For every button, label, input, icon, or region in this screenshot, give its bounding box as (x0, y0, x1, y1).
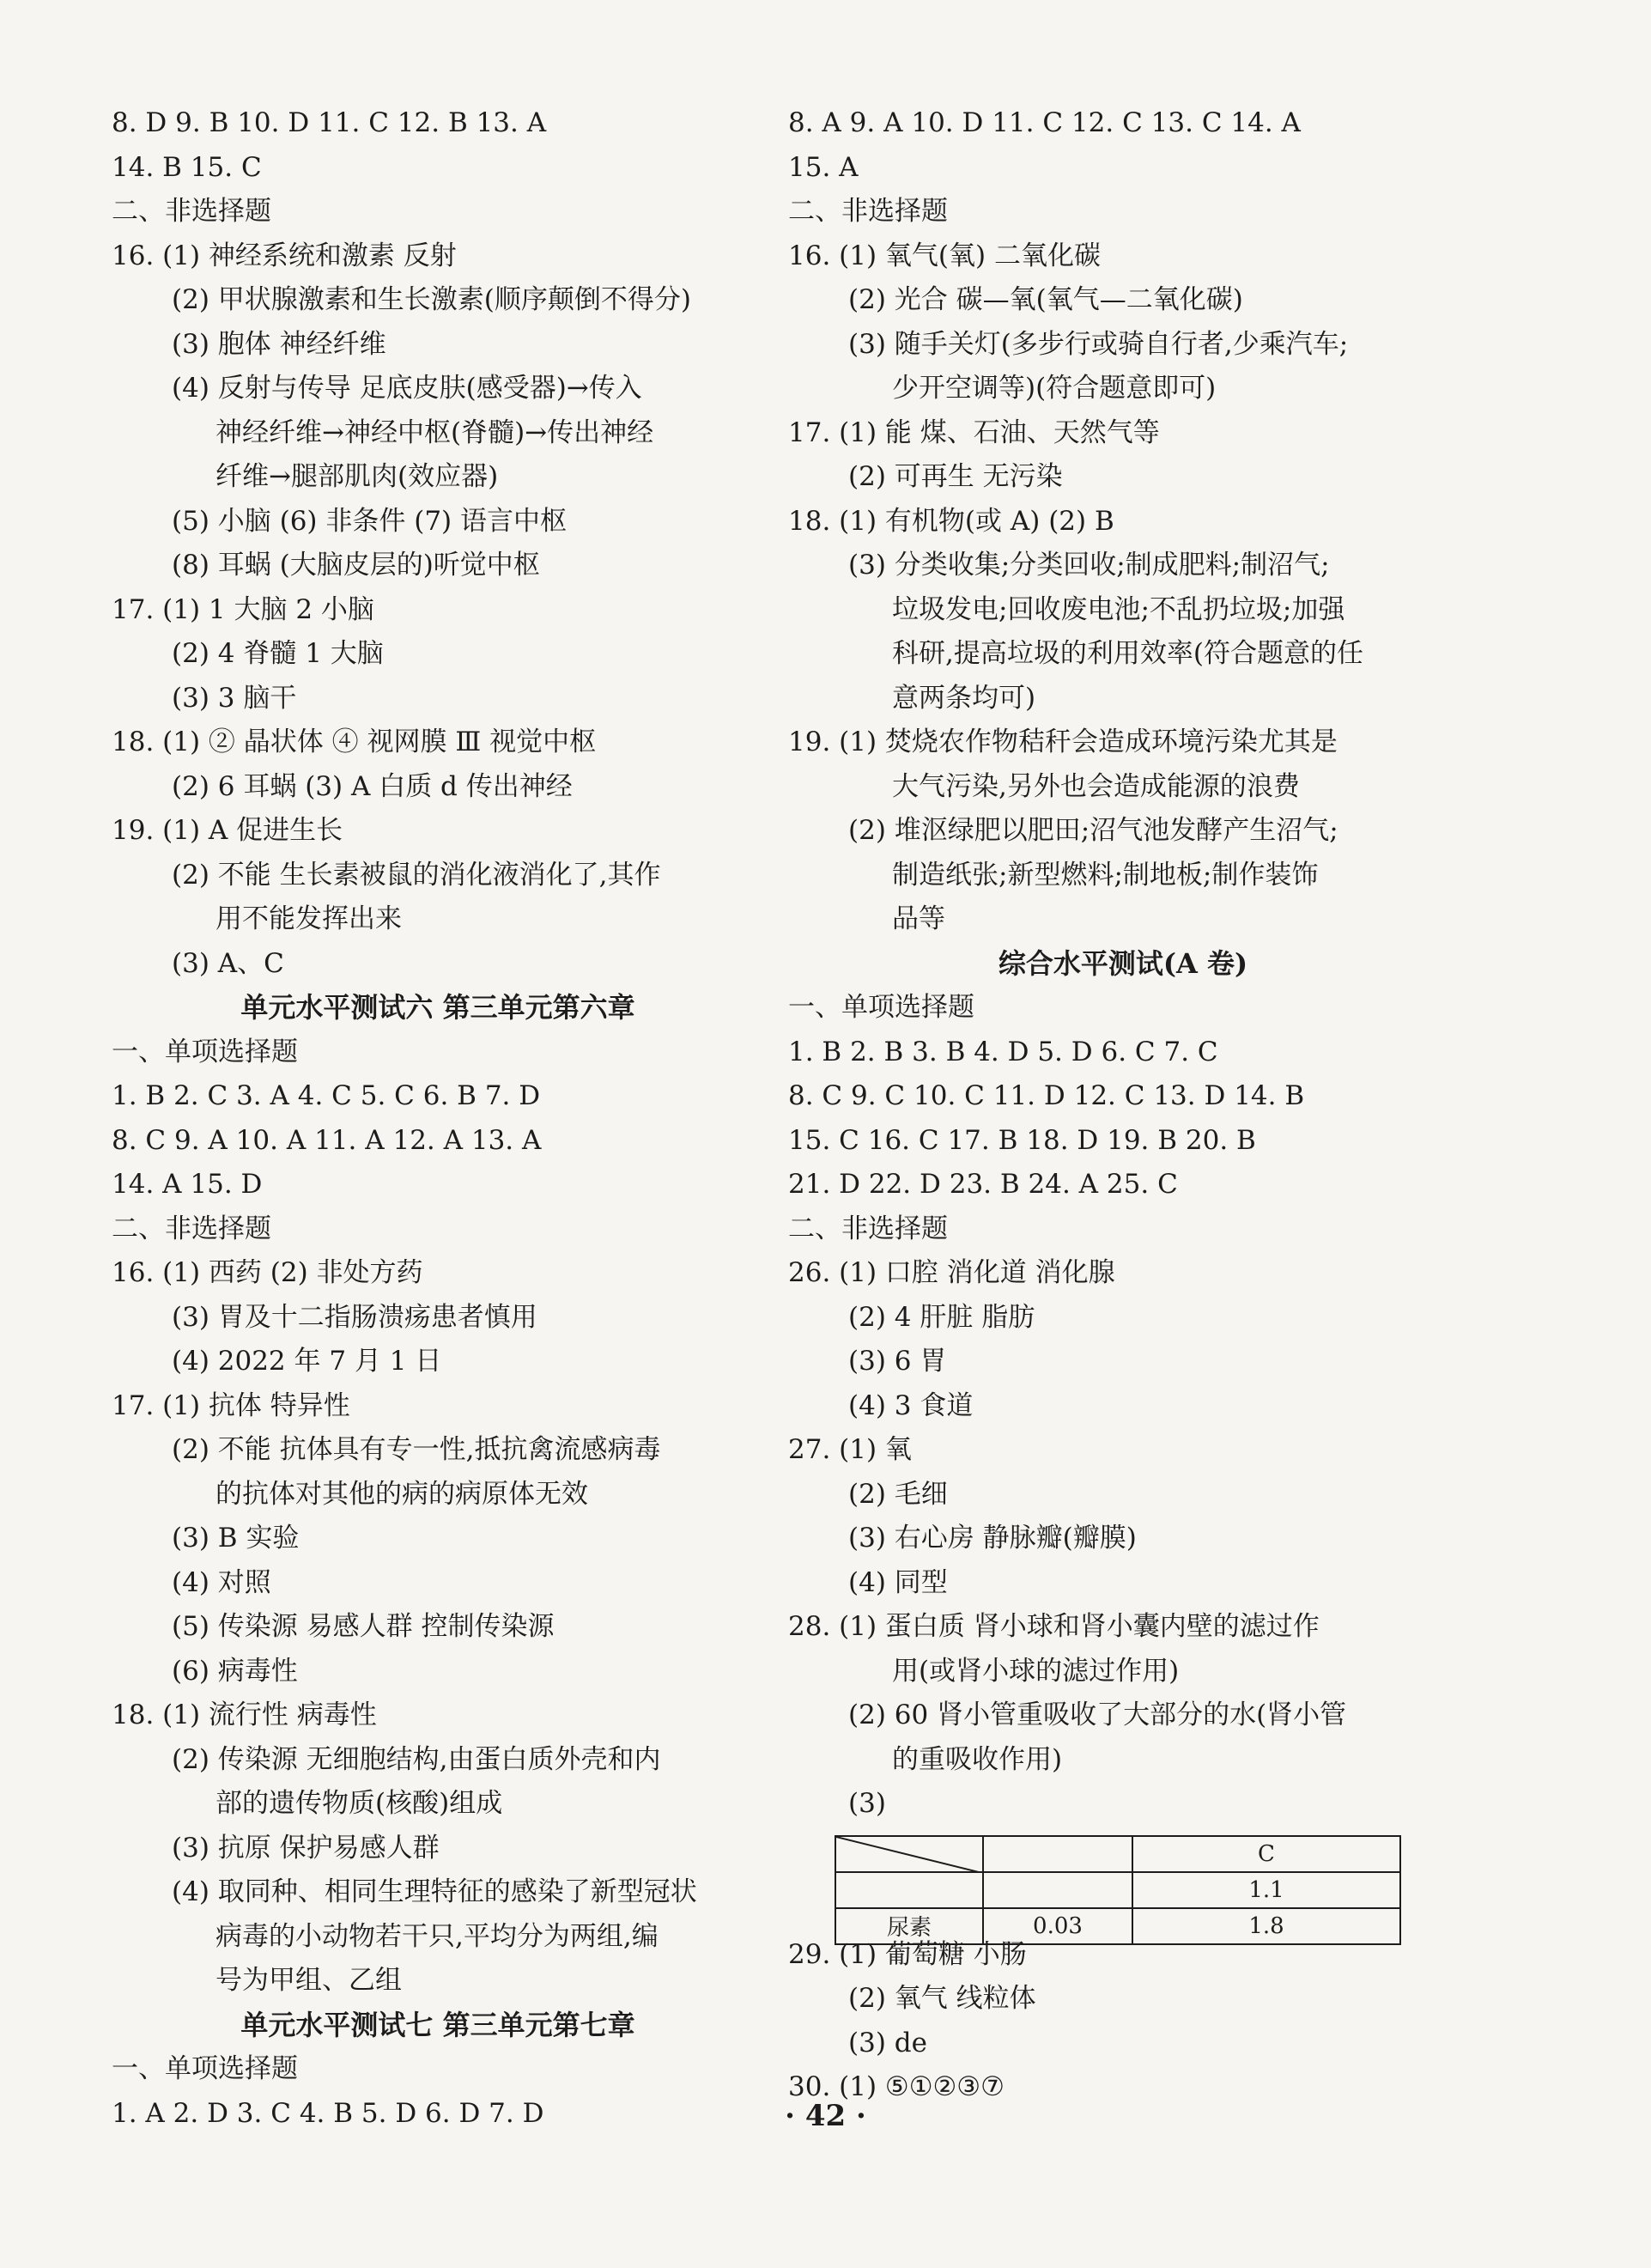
answer-line: (2) 甲状腺激素和生长激素(顺序颠倒不得分) (172, 284, 691, 315)
answer-line: 15. C 16. C 17. B 18. D 19. B 20. B (788, 1124, 1256, 1156)
answer-line: 17. (1) 能 煤、石油、天然气等 (788, 417, 1160, 448)
answer-line: (3) 胞体 神经纤维 (172, 328, 386, 360)
table-cell: 尿素 (835, 1908, 983, 1944)
page-number: · 42 · (785, 2099, 866, 2133)
answer-line: 16. (1) 氧气(氧) 二氧化碳 (788, 240, 1101, 271)
answer-line: 号为甲组、乙组 (215, 1965, 402, 1996)
answer-line: 21. D 22. D 23. B 24. A 25. C (788, 1169, 1178, 1200)
answer-line: (2) 毛细 (848, 1478, 948, 1510)
answer-line: 14. B 15. C (112, 151, 262, 183)
answer-line: (6) 病毒性 (172, 1655, 298, 1687)
answer-line: (4) 2022 年 7 月 1 日 (172, 1346, 442, 1377)
answer-line: 19. (1) 焚烧农作物秸秆会造成环境污染尤其是 (788, 727, 1338, 757)
answer-line: 神经纤维→神经中枢(脊髓)→传出神经 (215, 417, 654, 448)
section-heading: 单元水平测试七 第三单元第七章 (240, 2008, 635, 2041)
answer-line: 27. (1) 氧 (788, 1434, 912, 1465)
answer-line: 用(或肾小球的滤过作用) (892, 1655, 1180, 1687)
left-column (112, 101, 764, 2136)
answer-line: 病毒的小动物若干只,平均分为两组,编 (215, 1920, 659, 1952)
answer-line: (2) 4 肝脏 脂肪 (848, 1301, 1035, 1333)
answer-line: 的重吸收作用) (892, 1743, 1063, 1775)
answer-line: 15. A (788, 151, 859, 183)
answer-line: 大气污染,另外也会造成能源的浪费 (892, 770, 1300, 802)
table-row (835, 1872, 1400, 1908)
answer-line: (2) 6 耳蜗 (3) A 白质 d 传出神经 (172, 770, 573, 802)
answer-line: (2) 60 肾小管重吸收了大部分的水(肾小管 (848, 1699, 1347, 1730)
answer-line: 19. (1) A 促进生长 (112, 815, 343, 846)
answer-line: 制造纸张;新型燃料;制地板;制作装饰 (892, 859, 1319, 891)
answer-line: 8. C 9. A 10. A 11. A 12. A 13. A (112, 1124, 542, 1156)
answer-line: (2) 不能 生长素被鼠的消化液消化了,其作 (172, 859, 661, 891)
answer-line: (2) 氧气 线粒体 (848, 1983, 1036, 2014)
answer-line: 8. C 9. C 10. C 11. D 12. C 13. D 14. B (788, 1080, 1305, 1111)
answer-line: 部的遗传物质(核酸)组成 (215, 1788, 503, 1819)
answer-line: (3) 6 胃 (848, 1346, 947, 1377)
answer-line: (8) 耳蜗 (大脑皮层的)听觉中枢 (172, 550, 540, 581)
answer-line: (3) A、C (172, 947, 284, 979)
answer-line: (2) 光合 碳—氧(氧气—二氧化碳) (848, 284, 1243, 315)
table-row (835, 1836, 1400, 1872)
answer-table (835, 1835, 1401, 1945)
answer-line: 一、单项选择题 (112, 1036, 298, 1067)
answer-line: 1. B 2. C 3. A 4. C 5. C 6. B 7. D (112, 1080, 541, 1111)
answer-line: 垃圾发电;回收废电池;不乱扔垃圾;加强 (892, 593, 1345, 625)
answer-line: 28. (1) 蛋白质 肾小球和肾小囊内壁的滤过作 (788, 1611, 1320, 1642)
answer-line: 科研,提高垃圾的利用效率(符合题意的任 (892, 638, 1363, 669)
answer-line: (2) 不能 抗体具有专一性,抵抗禽流感病毒 (172, 1434, 661, 1465)
answer-line: 意两条均可) (892, 682, 1036, 714)
answer-line: (2) 4 脊髓 1 大脑 (172, 638, 384, 669)
answer-line: 一、单项选择题 (788, 992, 974, 1023)
answer-line: (2) 传染源 无细胞结构,由蛋白质外壳和内 (172, 1743, 661, 1775)
answer-line: (4) 反射与传导 足底皮肤(感受器)→传入 (172, 373, 642, 404)
answer-line: (3) 胃及十二指肠溃疡患者慎用 (172, 1301, 537, 1333)
answer-line: (5) 小脑 (6) 非条件 (7) 语言中枢 (172, 505, 568, 537)
answer-line: (4) 取同种、相同生理特征的感染了新型冠状 (172, 1876, 697, 1907)
answer-line: (4) 3 食道 (848, 1389, 974, 1421)
table-cell (835, 1872, 983, 1908)
table-cell (983, 1872, 1132, 1908)
answer-line: (3) (848, 1788, 886, 1819)
table-cell: C (1132, 1836, 1400, 1872)
answer-line: 18. (1) ② 晶状体 ④ 视网膜 Ⅲ 视觉中枢 (112, 727, 597, 757)
answer-line: 一、单项选择题 (112, 2053, 298, 2084)
answer-line: 17. (1) 抗体 特异性 (112, 1389, 350, 1421)
section-heading: 综合水平测试(A 卷) (998, 946, 1248, 980)
table-cell (835, 1836, 983, 1872)
answer-line: 18. (1) 流行性 病毒性 (112, 1699, 377, 1730)
answer-line: (2) 堆沤绿肥以肥田;沼气池发酵产生沼气; (848, 815, 1338, 846)
answer-line: (4) 对照 (172, 1566, 271, 1598)
answer-line: 二、非选择题 (112, 1213, 271, 1244)
answer-line: (4) 同型 (848, 1566, 948, 1598)
table-cell: 0.03 (983, 1908, 1132, 1944)
answer-line: 29. (1) 葡萄糖 小肠 (788, 1938, 1027, 1970)
answer-line: (3) 抗原 保护易感人群 (172, 1832, 440, 1864)
answer-line: 16. (1) 西药 (2) 非处方药 (112, 1257, 423, 1288)
answer-table-wrap (788, 1827, 1458, 1941)
table-cell (983, 1836, 1132, 1872)
answer-line: 30. (1) ⑤①②③⑦ (788, 2071, 1005, 2102)
answer-line: (3) 右心房 静脉瓣(瓣膜) (848, 1523, 1137, 1554)
answer-line: 1. B 2. B 3. B 4. D 5. D 6. C 7. C (788, 1036, 1218, 1067)
answer-line: (3) 3 脑干 (172, 682, 297, 714)
answer-line: 17. (1) 1 大脑 2 小脑 (112, 593, 374, 625)
answer-line: (3) B 实验 (172, 1523, 300, 1554)
answer-line: 用不能发挥出来 (215, 903, 402, 934)
table-cell: 1.1 (1132, 1872, 1400, 1908)
answer-line: 8. A 9. A 10. D 11. C 12. C 13. C 14. A (788, 107, 1301, 138)
answer-line: 14. A 15. D (112, 1169, 263, 1200)
answer-line: 16. (1) 神经系统和激素 反射 (112, 240, 457, 271)
answer-line: 二、非选择题 (788, 196, 948, 227)
right-column (788, 101, 1458, 2110)
answer-line: (5) 传染源 易感人群 控制传染源 (172, 1611, 555, 1642)
table-cell: 1.8 (1132, 1908, 1400, 1944)
section-heading: 单元水平测试六 第三单元第六章 (240, 991, 635, 1024)
answer-line: (3) de (848, 2027, 927, 2058)
answer-line: (3) 随手关灯(多步行或骑自行者,少乘汽车; (848, 328, 1349, 360)
answer-line: 纤维→腿部肌肉(效应器) (215, 461, 499, 492)
diagonal-header-line (836, 1837, 982, 1873)
answer-line: 二、非选择题 (788, 1213, 948, 1244)
answer-line: (2) 可再生 无污染 (848, 461, 1063, 492)
answer-line: (3) 分类收集;分类回收;制成肥料;制沼气; (848, 550, 1330, 581)
answer-line: 8. D 9. B 10. D 11. C 12. B 13. A (112, 107, 547, 138)
answer-line: 品等 (892, 903, 945, 934)
answer-line: 的抗体对其他的病的病原体无效 (215, 1478, 588, 1510)
answer-line: 18. (1) 有机物(或 A) (2) B (788, 505, 1114, 537)
answer-line: 1. A 2. D 3. C 4. B 5. D 6. D 7. D (112, 2097, 544, 2129)
answer-line: 二、非选择题 (112, 196, 271, 227)
answer-line: 26. (1) 口腔 消化道 消化腺 (788, 1257, 1115, 1288)
answer-line: 少开空调等)(符合题意即可) (892, 373, 1217, 404)
